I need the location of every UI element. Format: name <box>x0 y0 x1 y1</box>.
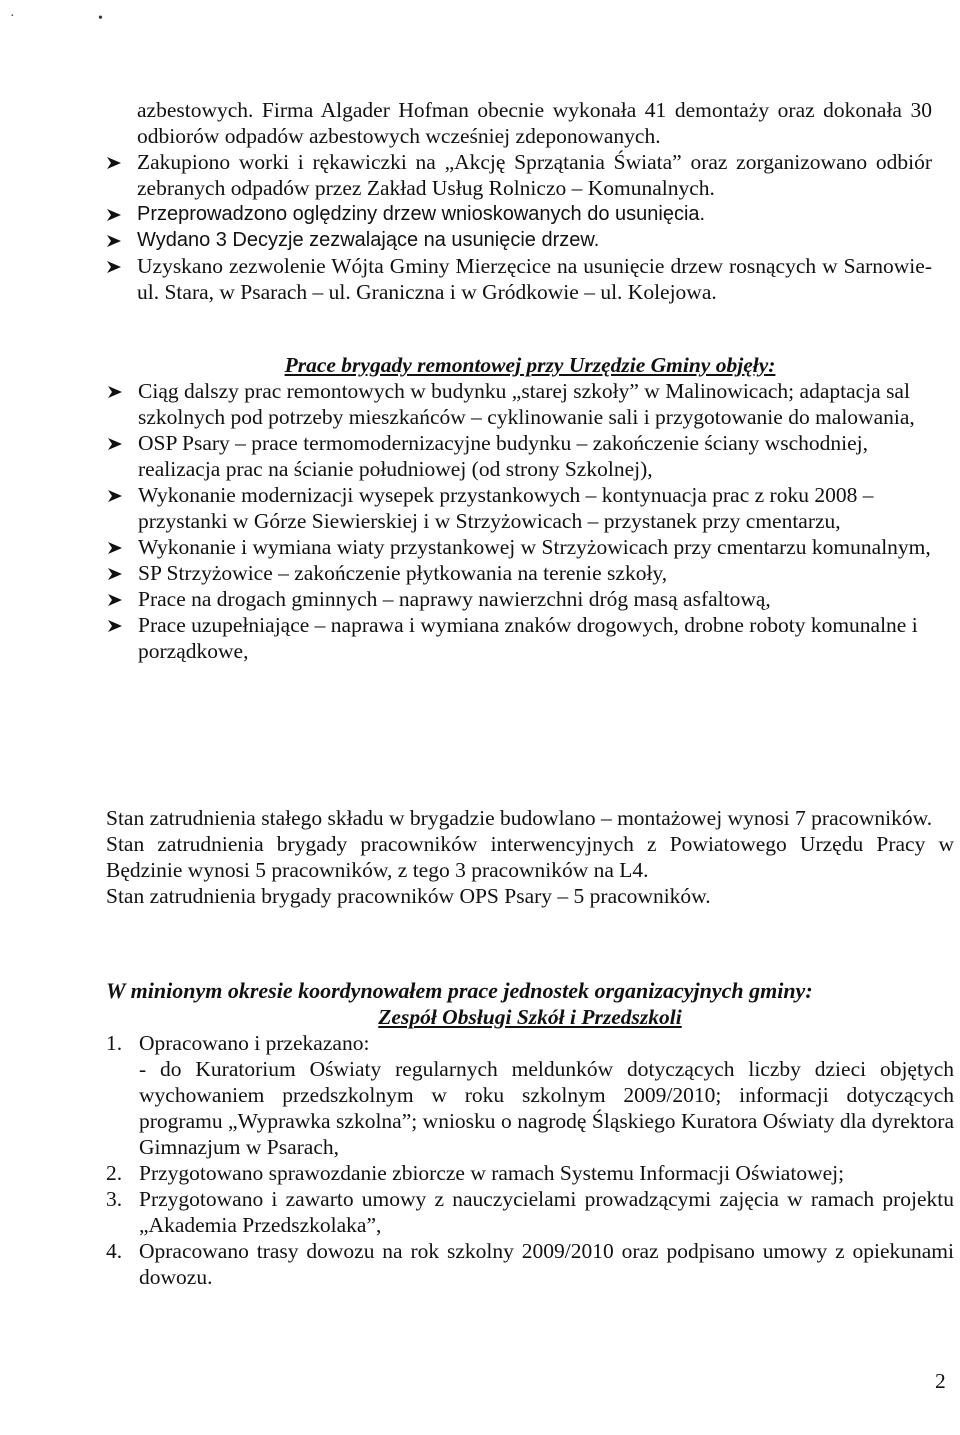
bullet-item: Prace uzupełniające – naprawa i wymiana znaków drogowych, drobne roboty komunalne i porządkowe, <box>106 612 954 664</box>
bullet-item: Ciąg dalszy prac remontowych w budynku „starej szkoły” w Malinowicach; adaptacja sal szkolnych pod potrzeby mieszkańców – cyklinowanie sali i przygotowanie do malowania, <box>106 378 954 430</box>
coordination-section <box>106 978 954 1290</box>
bullet-item: Wydano 3 Decyzje zezwalające na usunięcie drzew. <box>105 227 932 253</box>
bullet-item: Zakupiono worki i rękawiczki na „Akcję Sprzątania Świata” oraz zorganizowano odbiór zebranych odpadów przez Zakład Usług Rolniczo – Komunalnych. <box>105 149 932 201</box>
list-item: 2. Przygotowano sprawozdanie zbiorcze w ramach Systemu Informacji Oświatowej; <box>106 1161 845 1185</box>
arrow-bullet-icon <box>105 253 129 279</box>
arrow-bullet-icon <box>105 201 129 227</box>
list-item: 3. Przygotowano i zawarto umowy z nauczycielami prowadzącymi zajęcia w ramach projektu „Akademia Przedszkolaka”, <box>106 1187 954 1237</box>
arrow-bullet-icon <box>106 586 130 612</box>
employment-paragraph: Stan zatrudnienia brygady pracowników interwencyjnych z Powiatowego Urzędu Pracy w Będzinie wynosi 5 pracowników, z tego 3 pracowników na L4. <box>106 832 954 882</box>
section-heading: Prace brygady remontowej przy Urzędzie Gminy objęły: <box>284 353 776 377</box>
arrow-bullet-icon <box>106 534 130 560</box>
list-item: 4. Opracowano trasy dowozu na rok szkolny 2009/2010 oraz podpisano umowy z opiekunami dowozu. <box>106 1239 954 1289</box>
page-number: 2 <box>935 1369 946 1393</box>
arrow-bullet-icon <box>105 149 129 175</box>
arrow-bullet-icon <box>106 378 130 404</box>
employment-section <box>106 805 954 909</box>
bullet-item: OSP Psary – prace termomodernizacyjne budynku – zakończenie ściany wschodniej, realizacja prac na ścianie południowej (od strony Szkolnej), <box>106 430 954 482</box>
list-item: 1. Opracowano i przekazano: - do Kuratorium Oświaty regularnych meldunków dotyczących liczby dzieci objętych wychowaniem przedszkolnym w roku szkolnym 2009/2010; informacji dotyczących programu „Wyprawka szkolna”; wniosku o nagrodę Śląskiego Kuratora Oświaty dla dyrektora Gimnazjum w Psarach, <box>106 1031 954 1159</box>
numbered-list <box>106 1030 954 1290</box>
continuation-paragraph: azbestowych. Firma Algader Hofman obecnie wykonała 41 demontaży oraz dokonała 30 odbiorów odpadów azbestowych wcześniej zdeponowanych. <box>137 98 932 148</box>
employment-paragraph: Stan zatrudnienia brygady pracowników OPS Psary – 5 pracowników. <box>106 884 711 908</box>
bullet-item: SP Strzyżowice – zakończenie płytkowania na terenie szkoły, <box>106 560 954 586</box>
scan-mark: • <box>98 11 103 26</box>
arrow-bullet-icon <box>106 560 130 586</box>
bullet-item: Uzyskano zezwolenie Wójta Gminy Mierzęcice na usunięcie drzew rosnących w Sarnowie- ul. Stara, w Psarach – ul. Graniczna i w Gródkowie – ul. Kolejowa. <box>105 253 932 305</box>
arrow-bullet-icon <box>106 482 130 508</box>
arrow-bullet-icon <box>106 612 130 638</box>
bullet-item: Prace na drogach gminnych – naprawy nawierzchni dróg masą asfaltową, <box>106 586 954 612</box>
employment-paragraph: Stan zatrudnienia stałego składu w brygadzie budowlano – montażowej wynosi 7 pracowników. <box>106 806 933 830</box>
bullet-item: Przeprowadzono oględziny drzew wnioskowanych do usunięcia. <box>105 201 932 227</box>
arrow-bullet-icon <box>105 227 129 253</box>
coordination-heading: W minionym okresie koordynowałem prace jednostek organizacyjnych gminy: <box>106 978 813 1003</box>
top-section <box>137 97 932 305</box>
bullet-item: Wykonanie modernizacji wysepek przystankowych – kontynuacja prac z roku 2008 – przystanki w Górze Siewierskiej i w Strzyżowicach – przystanek przy cmentarzu, <box>106 482 954 534</box>
bullet-item: Wykonanie i wymiana wiaty przystankowej w Strzyżowicach przy cmentarzu komunalnym, <box>106 534 954 560</box>
scan-mark: · <box>10 9 15 24</box>
subsection-heading: Zespół Obsługi Szkół i Przedszkoli <box>378 1005 682 1029</box>
repair-brigade-section <box>106 352 954 664</box>
arrow-bullet-icon <box>106 430 130 456</box>
